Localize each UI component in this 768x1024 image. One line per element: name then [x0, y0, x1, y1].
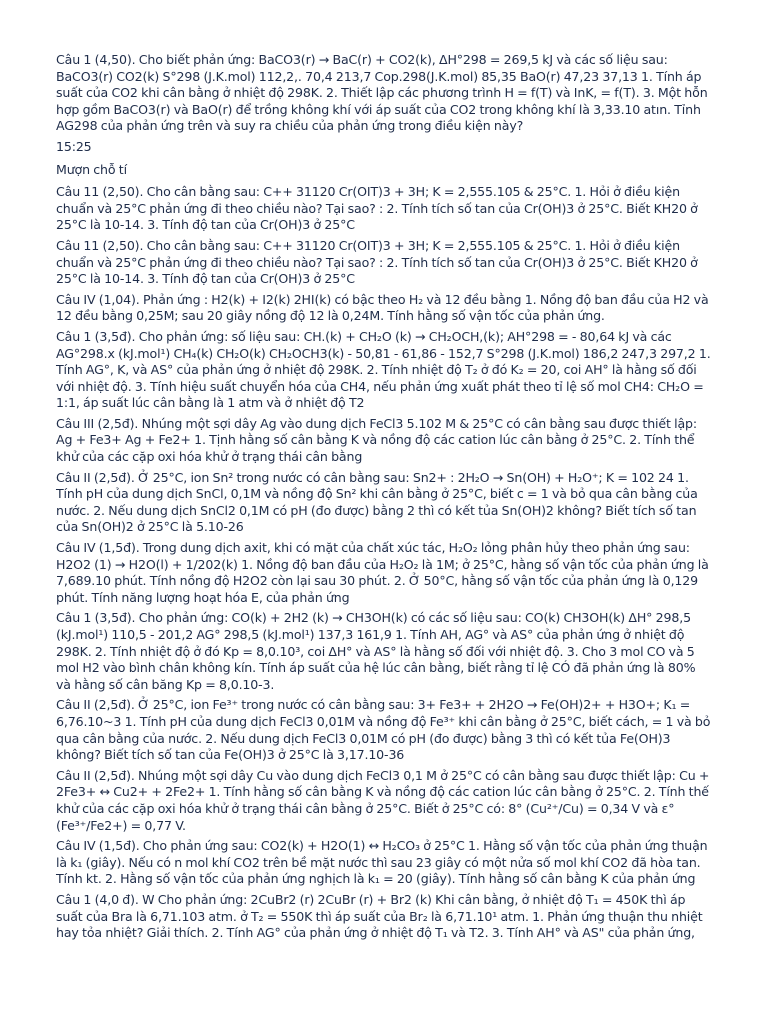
question-1-ch4: Câu 1 (3,5đ). Cho phản ứng: số liệu sau: CH.(k) + CH₂O (k) → CH₂OCH,(k); AH°298 = - 80,64 kJ và các AG°298.x (kJ.mol¹) CH₄(k) CH₂O(k) CH₂OCH3(k) - 50,81 - 61,86 - 152,7 S°298 (J.K.mol) 186,2 247,3 297,2 1. Tính AG°, K, và AS° của phản ứng ở nhiệt độ 298K. 2. Tính nhiệt độ T₂ ở đó K₂ = 20, coi AH° là hằng số đối với nhiệt độ. 3. Tính hiệu suất chuyển hóa của CH4, nếu phản ứng xuất phát theo tỉ lệ số mol CH4: CH₂O = 1:1, áp suất lúc cân bằng là 1 atm và ở nhiệt độ T2: [56, 328, 711, 411]
question-4-h2o2: Câu IV (1,5đ). Trong dung dịch axit, khi có mặt của chất xúc tác, H₂O₂ lỏng phân hủy theo phản ứng sau: H2O2 (1) → H2O(l) + 1/202(k) 1. Nồng độ ban đầu của H₂O₂ là 1M; ở 25°C, hằng số vận tốc của phản ứng là 7,689.10 phút. Tính nồng độ H2O2 còn lại sau 30 phút. 2. Ở 50°C, hằng số vận tốc của phản ứng là 0,129 phút. Tính năng lượng hoạt hóa E, của phản ứng: [56, 540, 709, 605]
question-3-ag-fecl3: Câu III (2,5đ). Nhúng một sợi dây Ag vào dung dịch FeCl3 5.102 M & 25°C có cân bằng sau được thiết lập: Ag + Fe3+ Ag + Fe2+ 1. Tịnh hằng số cân bằng K và nồng độ các cation lúc cân bằng ở 25°C. 2. Tính thể khử của các cặp oxi hóa khử ở trạng thái cân bằng: [56, 415, 697, 465]
question-2-cu-fecl3: Câu II (2,5đ). Nhúng một sợi dây Cu vào dung dịch FeCl3 0,1 M ở 25°C có cân bằng sau được thiết lập: Cu + 2Fe3+ ↔ Cu2+ + 2Fe2+ 1. Tính hằng số cân bằng K và nồng độ các cation lúc cân bằng ở 25°C. 2. Tính thế khử của các cặp oxi hóa khử ở trạng thái cân bằng ở 25°C. Biết ở 25°C có: 8° (Cu²⁺/Cu) = 0,34 V và ε° (Fe³⁺/Fe2+) = 0,77 V.: [56, 767, 710, 833]
note-text: Mượn chỗ tí: [56, 161, 127, 177]
question-1-cubr2: Câu 1 (4,0 đ). W Cho phản ứng: 2CuBr2 (r) 2CuBr (r) + Br2 (k) Khi cân bằng, ở nhiệt độ T₁ = 450K thì áp suất của Bra là 6,71.103 atm. ở T₂ = 550K thì áp suất của Br₂ là 6,71.10¹ atm. 1. Phản ứng thuận thu nhiệt hay tỏa nhiệt? Giải thích. 2. Tính AG° của phản ứng ở nhiệt độ T₁ và T2. 3. Tính AH° và AS" của phản ứng,: [56, 891, 703, 941]
question-11-croh3-b: Câu 11 (2,50). Cho cân bằng sau: C++ 31120 Cr(OIT)3 + 3H; K = 2,555.105 & 25°C. 1. Hỏi ở điều kiện chuẩn và 25°C phản ứng đi theo chiều nào? Tại sao? : 2. Tính tích số tan của Cr(OH)3 ở 25°C. Biết KH20 ở 25°C là 10-14. 3. Tính độ tan của Cr(OH)3 ở 25°C: [56, 237, 698, 287]
question-2-sn: Câu II (2,5đ). Ở 25°C, ion Sn² trong nước có cân bằng sau: Sn2+ : 2H₂O → Sn(OH) + H₂O⁺; K = 102 24 1. Tính pH của dung dịch SnCl, 0,1M và nồng độ Sn² khi cân bằng ở 25°C, biết c = 1 và bỏ qua cân bằng của nước. 2. Nếu dung dịch SnCl2 0,1M có pH (đo được) bằng 2 thì có kết tủa Sn(OH)2 không? Biết tích số tan của Sn(OH)2 ở 25°C là 5.10-26: [56, 469, 698, 535]
question-1-baco3: Câu 1 (4,50). Cho biết phản ứng: BaCO3(r) → BaC(r) + CO2(k), ΔH°298 = 269,5 kJ và các số liệu sau: BaCO3(r) CO2(k) S°298 (J.K.mol) 112,2,. 70,4 213,7 Cop.298(J.K.mol) 85,35 BaO(r) 47,23 37,13 1. Tính áp suất của CO2 khi cân bằng ở nhiệt độ 298K. 2. Thiết lập các phương trình H = f(T) và InK, = f(T). 3. Một hỗn hợp gồm BaCO3(r) và BaO(r) để trồng không khí với áp suất của CO2 trong không khí là 3,33.10 atın. Tỉnh AG298 của phản ứng trên và suy ra chiều của phản ứng trong điều kiện này?: [56, 52, 708, 134]
question-4-hi: Câu IV (1,04). Phản ứng : H2(k) + I2(k) 2HI(k) có bậc theo H₂ và 12 đều bằng 1. Nồng độ ban đầu của H2 và 12 đều bằng 0,25M; sau 20 giây nồng độ 12 là 0,24M. Tính hằng số vận tốc của phản ứng.: [56, 291, 709, 324]
timestamp: 15:25: [56, 138, 92, 154]
question-1-ch3oh: Câu 1 (3,5đ). Cho phản ứng: CO(k) + 2H2 (k) → CH3OH(k) có các số liệu sau: CO(k) CH3OH(k) ΔH° 298,5 (kJ.mol¹) 110,5 - 201,2 AG° 298,5 (kJ.mol¹) 137,3 161,9 1. Tính AH, AG° và AS° của phản ứng ở nhiệt độ 298K. 2. Tính nhiệt độ ở đó Kp = 8,0.10³, coi ΔH° và AS° là hằng số đối với nhiệt độ. 3. Cho 3 mol CO và 5 mol H2 vào bình chân không kín. Tính áp suất của hệ lúc cân bằng, biết rằng tỉ lệ CÓ đã phản ứng là 80% và hằng số cân băng Kp = 8,0.10-3.: [56, 610, 696, 692]
question-11-croh3-a: Câu 11 (2,50). Cho cân bằng sau: C++ 31120 Cr(OIT)3 + 3H; K = 2,555.105 & 25°C. 1. Hỏi ở điều kiện chuẩn và 25°C phản ứng đi theo chiều nào? Tại sao? : 2. Tính tích số tan của Cr(OH)3 ở 25°C. Biết KH20 ở 25°C là 10-14. 3. Tính độ tan của Cr(OH)3 ở 25°C: [56, 184, 698, 233]
question-2-fe3: Câu II (2,5đ). Ở 25°C, ion Fe³⁺ trong nước có cân bằng sau: 3+ Fe3+ + 2H2O → Fe(OH)2+ + H3O+; K₁ = 6,76.10~3 1. Tính pH của dung dịch FeCl3 0,01M và nồng độ Fe³⁺ khi cân bằng ở 25°C, biết cách, = 1 và bỏ qua cân bằng của nước. 2. Nếu dung dịch FeCl3 0,01M có pH (đo được) bằng 3 thì có kết tủa Fe(OH)3 không? Biết tích số tan của Fe(OH)3 ở 25°C là 3,17.10-36: [56, 697, 711, 763]
question-4-co2: Câu IV (1,5đ). Cho phản ứng sau: CO2(k) + H2O(1) ↔ H₂CO₃ ở 25°C 1. Hằng số vận tốc của phản ứng thuận là k₁ (giây). Nếu có n mol khí CO2 trên bề mặt nước thì sau 23 giây có một nửa số mol khí CO2 đã hòa tan. Tính kt. 2. Hằng số vận tốc của phản ứng nghịch là k₁ = 20 (giây). Tính hằng số cân bằng K của phản ứng: [56, 838, 708, 887]
